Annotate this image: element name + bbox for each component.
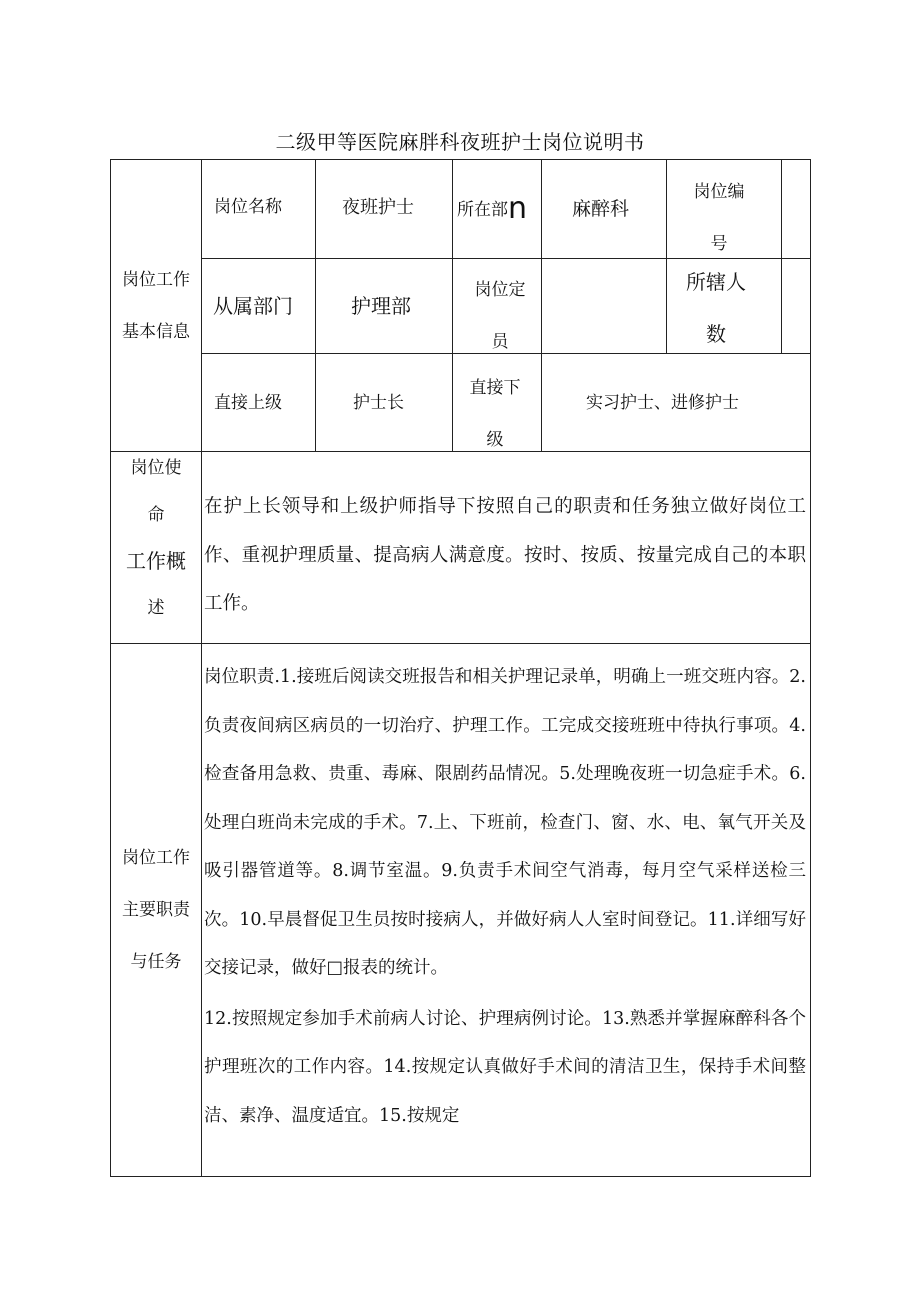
dept-label (457, 191, 528, 226)
dept-value: 麻醉科 (572, 198, 630, 220)
basic-info-section-label: 岗位工作 基本信息 (122, 269, 190, 342)
duties-text (204, 653, 806, 1140)
parent-dept-value: 护理部 (351, 294, 411, 318)
dept-label-tail: n (508, 191, 528, 226)
mission-label-line1: 岗位使 (130, 458, 182, 478)
duties-paragraph-1: 岗位职责.1.接班后阅读交班报告和相关护理记录单，明确上一班交班内容。2.负责夜间病区病员的一切治疗、护理工作。工完成交接班班中待执行事项。4.检查备用急救、贵重、毒麻、限剧药品情况。5.处理晚夜班一切急症手术。6.处理白班尚未完成的手术。7.上、下班前，检查门、窗、水、电、氧气开关及吸引器管道等。8.调节室温。9.负责手术间空气消毒，每月空气采样送检三次。10.早晨督促卫生员按时接病人，并做好病人人室时间登记。11.详细写好交接记录，做好□报表的统计。 (204, 667, 806, 978)
subordinates-count-label: 所辖人 数 (686, 270, 746, 346)
position-name-label: 岗位名称 (214, 197, 282, 217)
page-title: 二级甲等医院麻胖科夜班护士岗位说明书 (275, 130, 645, 154)
duties-paragraph-2: 12.按照规定参加手术前病人讨论、护理病例讨论。13.熟悉并掌握麻醉科各个护理班次的工作内容。14.按规定认真做好手术间的清洁卫生，保持手术间整洁、素净、温度适宜。15.按规定 (204, 1008, 806, 1126)
mission-section-label (111, 452, 201, 643)
mission-label-line4: 述 (147, 598, 165, 618)
subordinate-value: 实习护士、进修护士 (586, 393, 739, 413)
subordinate-label: 直接下 级 (469, 378, 521, 450)
mission-label-line3: 工作概 (126, 549, 186, 573)
dept-label-text: 所在部 (457, 200, 508, 220)
parent-dept-label: 从属部门 (213, 294, 293, 318)
mission-text: 在护上长领导和上级护师指导下按照自己的职责和任务独立做好岗位工作、重视护理质量、提高病人满意度。按时、按质、按量完成自己的本职工作。 (204, 496, 806, 614)
position-name-value: 夜班护士 (342, 197, 414, 218)
superior-value: 护士长 (353, 393, 404, 413)
duties-section-label: 岗位工作 主要职责 与任务 (122, 848, 190, 972)
mission-label-line2: 命 (147, 505, 165, 525)
position-no-label: 岗位编 号 (693, 182, 745, 254)
quota-label: 岗位定 员 (474, 280, 526, 352)
superior-label: 直接上级 (214, 393, 282, 413)
